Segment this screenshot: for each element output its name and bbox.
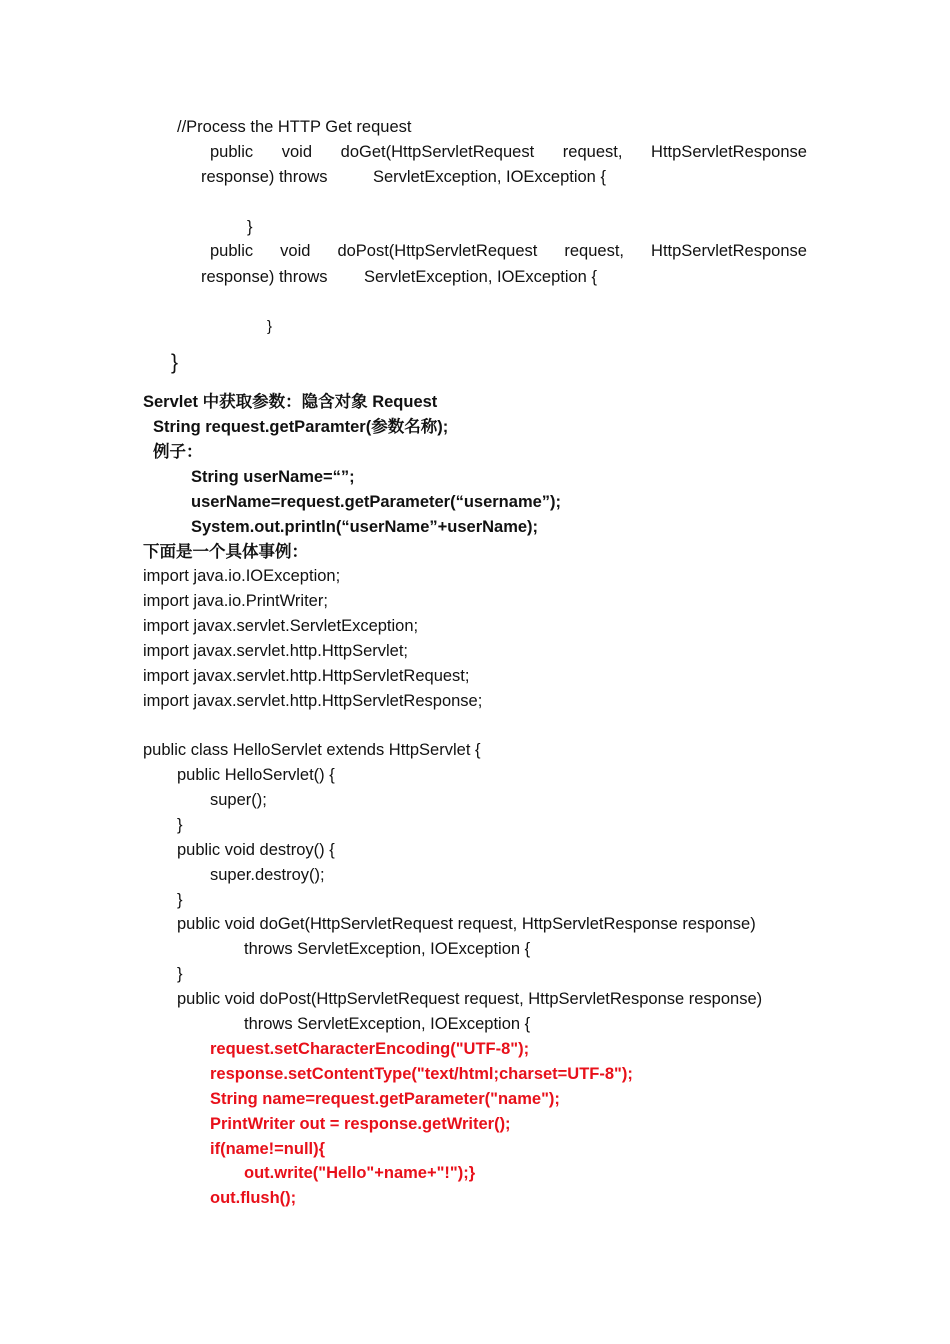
code-line: public void doGet(HttpServletRequest request, HttpServletResponse response) bbox=[177, 915, 756, 933]
code-line: response) throws bbox=[201, 168, 328, 186]
code-line: super.destroy(); bbox=[210, 866, 325, 884]
import-line: import javax.servlet.ServletException; bbox=[143, 617, 419, 635]
code-line: throws ServletException, IOException { bbox=[244, 940, 531, 958]
code-comment: //Process the HTTP Get request bbox=[177, 118, 412, 136]
example-heading: 下面是一个具体事例： bbox=[143, 543, 308, 561]
code-token: public bbox=[210, 143, 254, 161]
closing-brace: } bbox=[171, 351, 179, 374]
code-token: request, bbox=[562, 143, 623, 161]
highlighted-code-line: if(name!=null){ bbox=[210, 1140, 326, 1158]
code-token: HttpServletResponse bbox=[651, 143, 807, 161]
import-line: import java.io.PrintWriter; bbox=[143, 592, 328, 610]
code-line: throws ServletException, IOException { bbox=[244, 1015, 531, 1033]
code-token: request, bbox=[564, 242, 625, 260]
code-token: public bbox=[210, 242, 254, 260]
example-line: System.out.println(“userName”+userName); bbox=[191, 518, 539, 536]
code-line: ServletException, IOException { bbox=[364, 268, 597, 286]
import-line: import java.io.IOException; bbox=[143, 567, 341, 585]
closing-brace: } bbox=[247, 218, 253, 236]
code-line: public void destroy() { bbox=[177, 841, 335, 859]
method-signature: String request.getParamter(参数名称); bbox=[153, 418, 449, 436]
highlighted-code-line: out.write("Hello"+name+"!");} bbox=[244, 1164, 476, 1182]
import-line: import javax.servlet.http.HttpServletRequest; bbox=[143, 667, 470, 685]
example-line: String userName=“”; bbox=[191, 468, 355, 486]
example-label: 例子： bbox=[153, 443, 203, 461]
code-line: response) throws bbox=[201, 268, 328, 286]
code-line: ServletException, IOException { bbox=[373, 168, 606, 186]
highlighted-code-line: out.flush(); bbox=[210, 1189, 297, 1207]
example-line: userName=request.getParameter(“username”); bbox=[191, 493, 562, 511]
import-line: import javax.servlet.http.HttpServletResponse; bbox=[143, 692, 483, 710]
highlighted-code-line: request.setCharacterEncoding("UTF-8"); bbox=[210, 1040, 530, 1058]
code-token: void bbox=[281, 143, 313, 161]
closing-brace: } bbox=[177, 816, 183, 834]
closing-brace: } bbox=[177, 891, 183, 909]
code-token: HttpServletResponse bbox=[651, 242, 807, 260]
closing-brace: } bbox=[267, 318, 273, 335]
dopost-signature-line bbox=[210, 240, 807, 262]
section-heading: Servlet 中获取参数：隐含对象 Request bbox=[143, 393, 438, 411]
highlighted-code-line: String name=request.getParameter("name"); bbox=[210, 1090, 560, 1108]
highlighted-code-line: response.setContentType("text/html;charset=UTF-8"); bbox=[210, 1065, 633, 1083]
code-line: super(); bbox=[210, 791, 267, 809]
class-declaration: public class HelloServlet extends HttpServlet { bbox=[143, 741, 481, 759]
code-token: void bbox=[280, 242, 311, 260]
code-line: public HelloServlet() { bbox=[177, 766, 335, 784]
highlighted-code-line: PrintWriter out = response.getWriter(); bbox=[210, 1115, 511, 1133]
code-token: doGet(HttpServletRequest bbox=[340, 143, 535, 161]
doget-signature-line bbox=[210, 141, 807, 163]
import-line: import javax.servlet.http.HttpServlet; bbox=[143, 642, 409, 660]
closing-brace: } bbox=[177, 965, 183, 983]
code-token: doPost(HttpServletRequest bbox=[337, 242, 538, 260]
code-line: public void doPost(HttpServletRequest request, HttpServletResponse response) bbox=[177, 990, 763, 1008]
